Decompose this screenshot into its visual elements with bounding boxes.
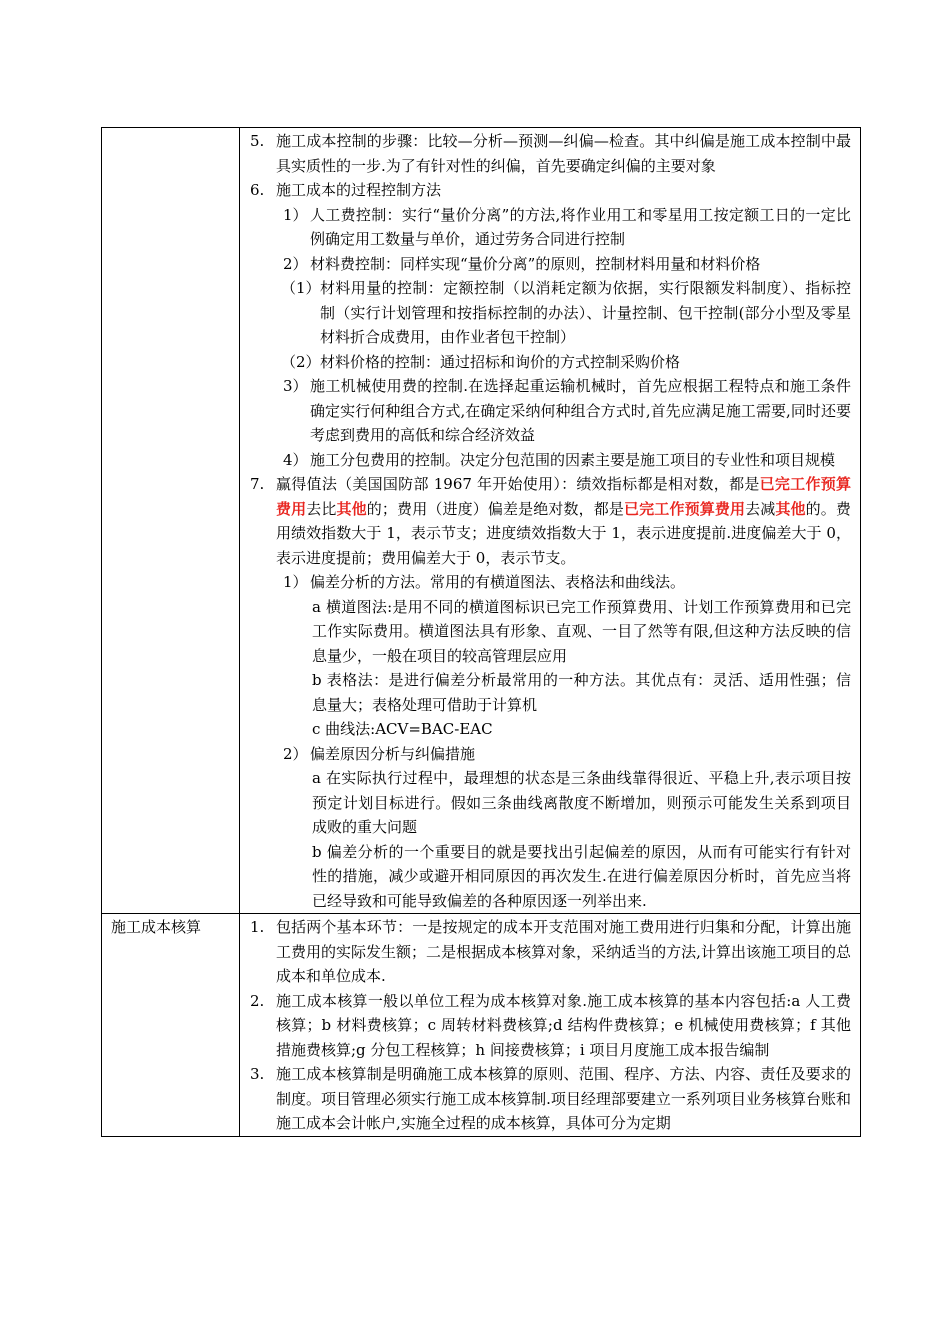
- row-content: [240, 914, 861, 1137]
- list-item: 3. 施工成本核算制是明确施工成本核算的原则、范围、程序、方法、内容、责任及要求的制度。项目管理必须实行施工成本核算制.项目经理部要建立一系列项目业务核算台账和施工成本会计帐户,实施全过程的成本核算，具体可分为定期: [250, 1065, 851, 1132]
- paragraph: c 曲线法:ACV=BAC-EAC: [312, 720, 493, 738]
- row-label: [102, 128, 240, 914]
- row-content: [240, 128, 861, 914]
- highlight-text: 其他: [775, 499, 806, 518]
- list-item: 5. 施工成本控制的步骤：比较—分析—预测—纠偏—检查。其中纠偏是施工成本控制中最具实质性的一步.为了有针对性的纠偏，首先要确定纠偏的主要对象: [250, 132, 851, 175]
- row-label: 施工成本核算: [102, 914, 240, 1137]
- list-item: （2） 材料价格的控制：通过招标和询价的方式控制采购价格: [281, 352, 681, 371]
- highlight-text: 其他: [336, 499, 367, 518]
- table-row: [102, 914, 861, 1137]
- paragraph: a 横道图法:是用不同的横道图标识已完工作预算费用、计划工作预算费用和已完工作实际费用。横道图法具有形象、直观、一目了然等有限,但这种方法反映的信息量少，一般在项目的较高管理层应用: [312, 597, 851, 665]
- paragraph: b 偏差分析的一个重要目的就是要找出引起偏差的原因，从而有可能实行有针对性的措施，减少或避开相同原因的再次发生.在进行偏差原因分析时，首先应当将已经导致和可能导致偏差的各种原因逐一列举出来.: [312, 842, 851, 910]
- paragraph: b 表格法：是进行偏差分析最常用的一种方法。其优点有：灵活、适用性强；信息量大；表格处理可借助于计算机: [312, 671, 851, 714]
- list-item: 1） 偏差分析的方法。常用的有横道图法、表格法和曲线法。: [283, 573, 686, 591]
- table-row: [102, 128, 861, 914]
- earned-value-text: 赢得值法（美国国防部 1967 年开始使用）：绩效指标都是相对数，都是已完工作预算费用去比其他的；费用（进度）偏差是绝对数，都是已完工作预算费用去减其他的。费用绩效指数大于 1，表示节支；进度绩效指数大于 1，表示进度提前.进度偏差大于 0，表示进度提前；费用偏差大于 0，表示节支。: [276, 475, 851, 567]
- list-item: 2） 偏差原因分析与纠偏措施: [283, 744, 476, 763]
- highlight-text: 已完工作预算费用: [624, 499, 746, 518]
- list-item: 1. 包括两个基本环节：一是按规定的成本开支范围对施工费用进行归集和分配，计算出施工费用的实际发生额；二是根据成本核算对象，采纳适当的方法,计算出该施工项目的总成本和单位成本.: [250, 918, 851, 985]
- list-item: 3） 施工机械使用费的控制.在选择起重运输机械时，首先应根据工程特点和施工条件确定实行何种组合方式,在确定采纳何种组合方式时,首先应满足施工需要,同时还要考虑到费用的高低和综合经济效益: [283, 377, 851, 444]
- list-item: （1） 材料用量的控制：定额控制（以消耗定额为依据，实行限额发料制度）、指标控制（实行计划管理和按指标控制的办法）、计量控制、包干控制(部分小型及零星材料折合成费用，由作业者包干控制）: [281, 279, 851, 346]
- list-item: 7. 赢得值法（美国国防部 1967 年开始使用）：绩效指标都是相对数，都是已完工作预算费用去比其他的；费用（进度）偏差是绝对数，都是已完工作预算费用去减其他的。费用绩效指数大于 1，表示节支；进度绩效指数大于 1，表示进度提前.进度偏差大于 0，表示进度提前；费用偏差大于 0，表示节支。: [240, 472, 851, 570]
- list-item: 1） 人工费控制：实行“量价分离”的方法,将作业用工和零星用工按定额工日的一定比例确定用工数量与单价，通过劳务合同进行控制: [283, 205, 851, 248]
- list-item: 6. 施工成本的过程控制方法: [250, 181, 442, 199]
- paragraph: a 在实际执行过程中，最理想的状态是三条曲线靠得很近、平稳上升,表示项目按预定计划目标进行。假如三条曲线离散度不断增加，则预示可能发生关系到项目成败的重大问题: [312, 769, 851, 836]
- highlight-text: 已完工作预算费用: [276, 475, 851, 518]
- list-item: 4） 施工分包费用的控制。决定分包范围的因素主要是施工项目的专业性和项目规模: [283, 450, 836, 469]
- cost-table: [101, 127, 861, 1137]
- list-item: 2. 施工成本核算一般以单位工程为成本核算对象.施工成本核算的基本内容包括:a 人工费核算；b 材料费核算；c 周转材料费核算;d 结构件费核算；e 机械使用费核算；f 其他措施费核算;g 分包工程核算；h 间接费核算；i 项目月度施工成本报告编制: [250, 991, 851, 1059]
- list-item: 2） 材料费控制：同样实现“量价分离”的原则，控制材料用量和材料价格: [283, 254, 761, 273]
